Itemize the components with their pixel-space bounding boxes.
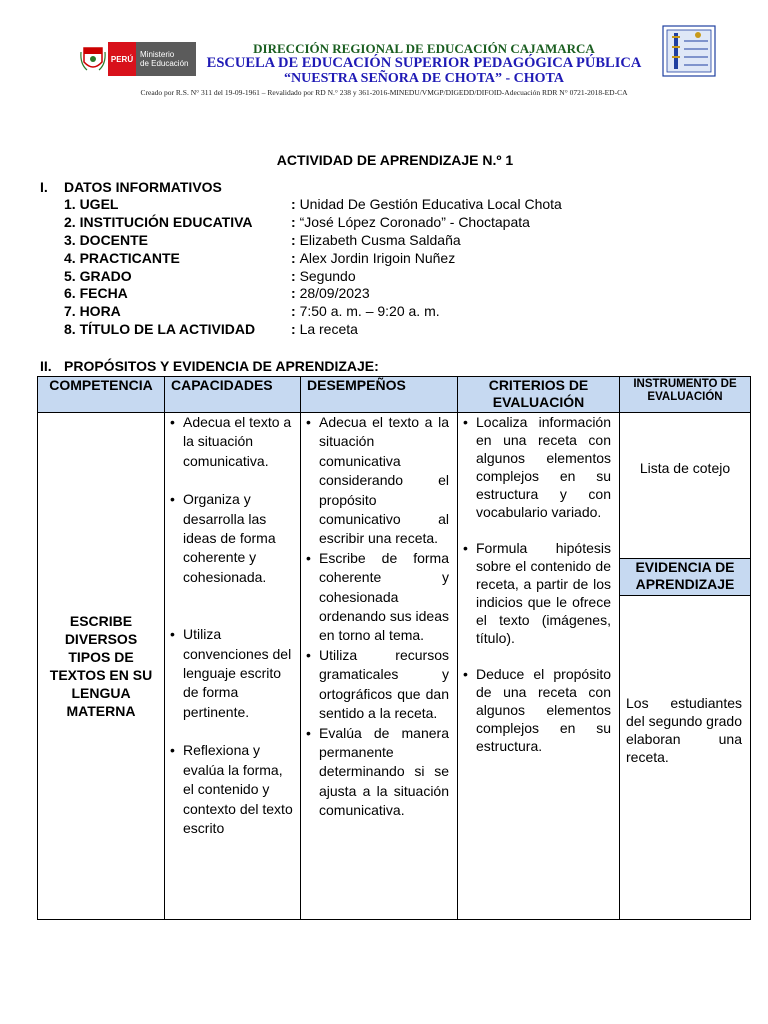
info-value: Unidad De Gestión Educativa Local Chota (299, 196, 562, 212)
ministry-line1: Ministerio (140, 50, 175, 59)
criterio-item: • Localiza información en una receta con algunos elementos complejos en su estructura y con vocabulario variado. (458, 413, 611, 521)
info-row (64, 268, 562, 286)
criterios-cell (458, 413, 620, 920)
competencia-text: ESCRIBE DIVERSOS TIPOS DE TEXTOS EN SU LENGUA MATERNA (49, 613, 153, 719)
criterio-item: • Formula hipótesis sobre el contenido de receta, a partir de los indicios que le ofrece el texto (imágenes, título). (458, 539, 611, 647)
info-value: 28/09/2023 (299, 285, 370, 302)
header-instrumento: INSTRUMENTO DE EVALUACIÓN (620, 377, 751, 413)
desempeno-item: • Utiliza recursos gramaticales y ortográficos que dan sentido a la receta. (301, 646, 449, 724)
header-competencia: COMPETENCIA (38, 377, 165, 413)
info-value: Elizabeth Cusma Saldaña (299, 231, 461, 248)
info-value: Segundo (299, 267, 356, 284)
section-1-label: DATOS INFORMATIVOS (64, 179, 222, 195)
desempenos-cell (301, 413, 458, 920)
competencia-cell (38, 413, 165, 920)
info-separator: : (291, 267, 296, 284)
info-separator: : (291, 285, 296, 302)
info-row (64, 303, 562, 321)
desempeno-item: • Evalúa de manera permanente determinando si se ajusta a la situación comunicativa. (301, 724, 449, 821)
learning-table (37, 376, 751, 920)
info-row (64, 232, 562, 250)
info-separator: : (291, 321, 296, 338)
section-2-label: PROPÓSITOS Y EVIDENCIA DE APRENDIZAJE: (64, 358, 379, 374)
evidencia-cell (620, 596, 751, 920)
section-2-number: II. (40, 358, 52, 374)
capacidad-item: • Utiliza convenciones del lenguaje escrito de forma pertinente. (165, 625, 294, 722)
info-label: 2. INSTITUCIÓN EDUCATIVA (64, 213, 253, 230)
criterio-item: • Deduce el propósito de una receta con algunos elementos complejos en su estructura. (458, 665, 611, 755)
header-evidencia: EVIDENCIA DE APRENDIZAJE (620, 559, 751, 596)
info-value: Alex Jordin Irigoin Nuñez (299, 249, 456, 266)
header-desempenos: DESEMPEÑOS (301, 377, 458, 413)
info-separator: : (291, 231, 296, 248)
info-label: 7. HORA (64, 303, 121, 320)
info-label: 5. GRADO (64, 267, 132, 284)
ministry-line2: de Educación (140, 59, 189, 68)
info-label: 1. UGEL (64, 196, 119, 212)
header-line-3: “NUESTRA SEÑORA DE CHOTA” - CHOTA (284, 71, 564, 86)
section-1-heading (40, 179, 222, 195)
header-line-4: Creado por R.S. N° 311 del 19-09-1961 – Revalidado por RD N.° 238 y 361-2016-MINEDU/VMGP/DIGEDD/DIFOID-Adecuación RDR N° 0721-2018-ED-CA (140, 88, 628, 97)
section-2-heading (40, 358, 379, 374)
header-line-2: ESCUELA DE EDUCACIÓN SUPERIOR PEDAGÓGICA PÚBLICA (206, 55, 642, 71)
capacidad-item: • Reflexiona y evalúa la forma, el contenido y contexto del texto escrito (165, 741, 294, 838)
info-row (64, 285, 562, 303)
info-value: La receta (299, 321, 358, 338)
capacidad-item: • Adecua el texto a la situación comunicativa. (165, 413, 294, 471)
page-title: ACTIVIDAD DE APRENDIZAJE N.º 1 (276, 152, 514, 168)
info-value: “José López Coronado” - Choctapata (299, 213, 530, 230)
header-line-1: DIRECCIÓN REGIONAL DE EDUCACIÓN CAJAMARCA (253, 41, 595, 56)
info-row (64, 321, 562, 339)
info-label: 4. PRACTICANTE (64, 249, 180, 266)
info-separator: : (291, 213, 296, 230)
info-separator: : (291, 303, 296, 320)
instrumento-text: Lista de cotejo (639, 460, 731, 476)
desempeno-item: • Adecua el texto a la situación comunicativa considerando el propósito comunicativo al escribir una receta. (301, 413, 449, 549)
info-separator: : (291, 249, 296, 266)
info-label: 6. FECHA (64, 285, 128, 302)
section-1-number: I. (40, 179, 48, 195)
info-separator: : (291, 196, 296, 212)
header-capacidades: CAPACIDADES (165, 377, 301, 413)
info-row (64, 250, 562, 268)
capacidad-item: • Organiza y desarrolla las ideas de forma coherente y cohesionada. (165, 490, 294, 587)
desempeno-item: • Escribe de forma coherente y cohesionada ordenando sus ideas en torno al tema. (301, 549, 449, 646)
info-label: 3. DOCENTE (64, 231, 149, 248)
instrumento-cell (620, 413, 751, 559)
header-criterios: CRITERIOS DE EVALUACIÓN (458, 377, 620, 413)
evidencia-text: Los estudiantes del segundo grado elaboran una receta. (626, 695, 742, 765)
info-list (64, 196, 562, 339)
info-value: 7:50 a. m. – 9:20 a. m. (299, 303, 440, 320)
info-row (64, 196, 562, 214)
capacidades-cell (165, 413, 301, 920)
info-row (64, 214, 562, 232)
info-label: 8. TÍTULO DE LA ACTIVIDAD (64, 321, 256, 338)
peru-label: PERÚ (108, 42, 136, 76)
